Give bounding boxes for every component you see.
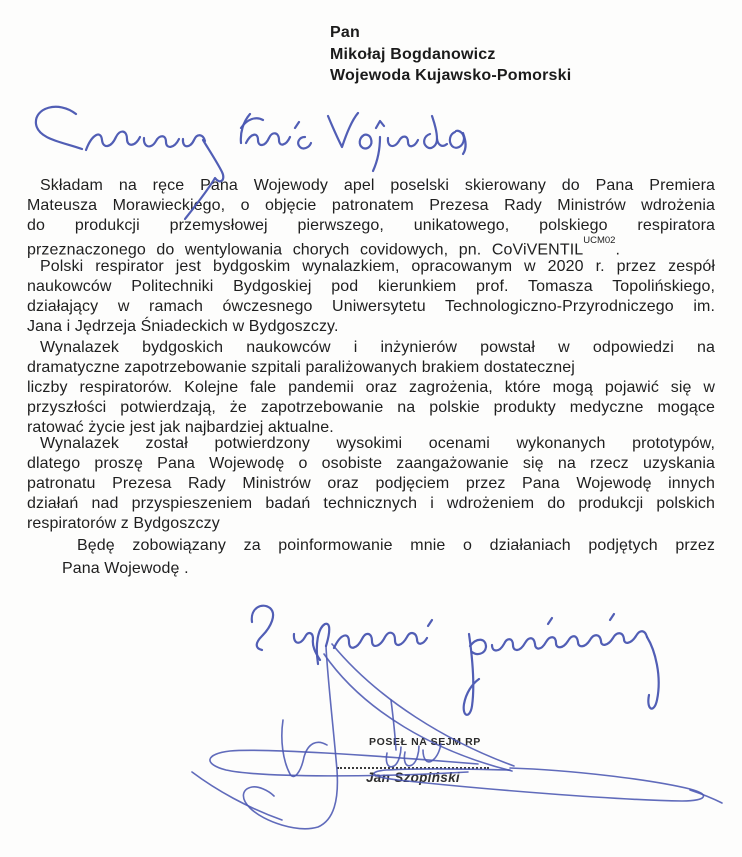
text-line: działań nad przyspieszeniem badań technicznych i wdrożeniem do produkcji polskich: [27, 495, 715, 512]
paragraph: [27, 434, 715, 534]
text-line: Jana i Jędrzeja Śniadeckich w Bydgoszczy.: [27, 318, 339, 335]
paragraph: [27, 534, 715, 580]
recipient-line-salutation: Pan: [330, 24, 360, 41]
text-line: dramatyczne zapotrzebowanie szpitali paraliżowanych brakiem dostatecznej: [27, 359, 575, 376]
paragraph: [27, 176, 715, 259]
text-line: Wynalazek bydgoskich naukowców i inżynierów powstał w odpowiedzi na: [40, 339, 715, 356]
signer-name-label: Jan Szopiński: [366, 770, 460, 785]
signature-dotted-line: [337, 767, 489, 769]
paragraph: [27, 338, 715, 438]
text-line: Składam na ręce Pana Wojewody apel poselski skierowany do Pana Premiera: [40, 177, 715, 194]
text-line: Wynalazek został potwierdzony wysokimi ocenami wykonanych prototypów,: [40, 435, 715, 452]
text-line: patronatu Prezesa Rady Ministrów oraz podjęciem przez Pana Wojewodę innych: [27, 475, 715, 492]
text-line: ratować życie jest jak najbardziej aktualne.: [27, 419, 334, 436]
signer-role-label: POSEŁ NA SEJM RP: [369, 736, 481, 748]
text-line: dlatego proszę Pana Wojewodę o osobiste zaangażowanie się na rzecz uzyskania: [27, 455, 715, 472]
text-line: Pana Wojewodę .: [62, 560, 189, 577]
text-line: przyszłości potwierdzają, że zapotrzebowanie na polskie produkty medyczne mogące: [27, 399, 715, 416]
recipient-line-name: Mikołaj Bogdanowicz: [330, 45, 496, 63]
letter-body: [27, 0, 715, 857]
text-line: działający w ramach ówczesnego Uniwersytetu Technologiczno-Przyrodniczego im.: [27, 298, 715, 315]
text-line: respiratorów z Bydgoszczy: [27, 515, 220, 532]
text-line: Będę zobowiązany za poinformowanie mnie o działaniach podjętych przez: [77, 537, 715, 554]
text-line: naukowców Politechniki Bydgoskiej pod kierunkiem prof. Tomasza Topolińskiego,: [27, 278, 715, 295]
recipient-line-title: Wojewoda Kujawsko-Pomorski: [330, 67, 572, 85]
text-line: przeznaczonego do wentylowania chorych covidowych, pn. CoViVENTIL$^{UCM02}$.: [27, 234, 621, 259]
text-line: liczby respiratorów. Kolejne fale pandemii oraz zagrożenia, które mogą pojawić się w: [27, 379, 715, 396]
text-line: Mateusza Morawieckiego, o objęcie patronatem Prezesa Rady Ministrów wdrożenia: [27, 197, 715, 214]
text-line: Polski respirator jest bydgoskim wynalazkiem, opracowanym w 2020 r. przez zespół: [40, 258, 715, 275]
text-line: do produkcji przemysłowej pierwszego, unikatowego, polskiego respiratora: [27, 217, 715, 234]
paragraph: [27, 257, 715, 337]
